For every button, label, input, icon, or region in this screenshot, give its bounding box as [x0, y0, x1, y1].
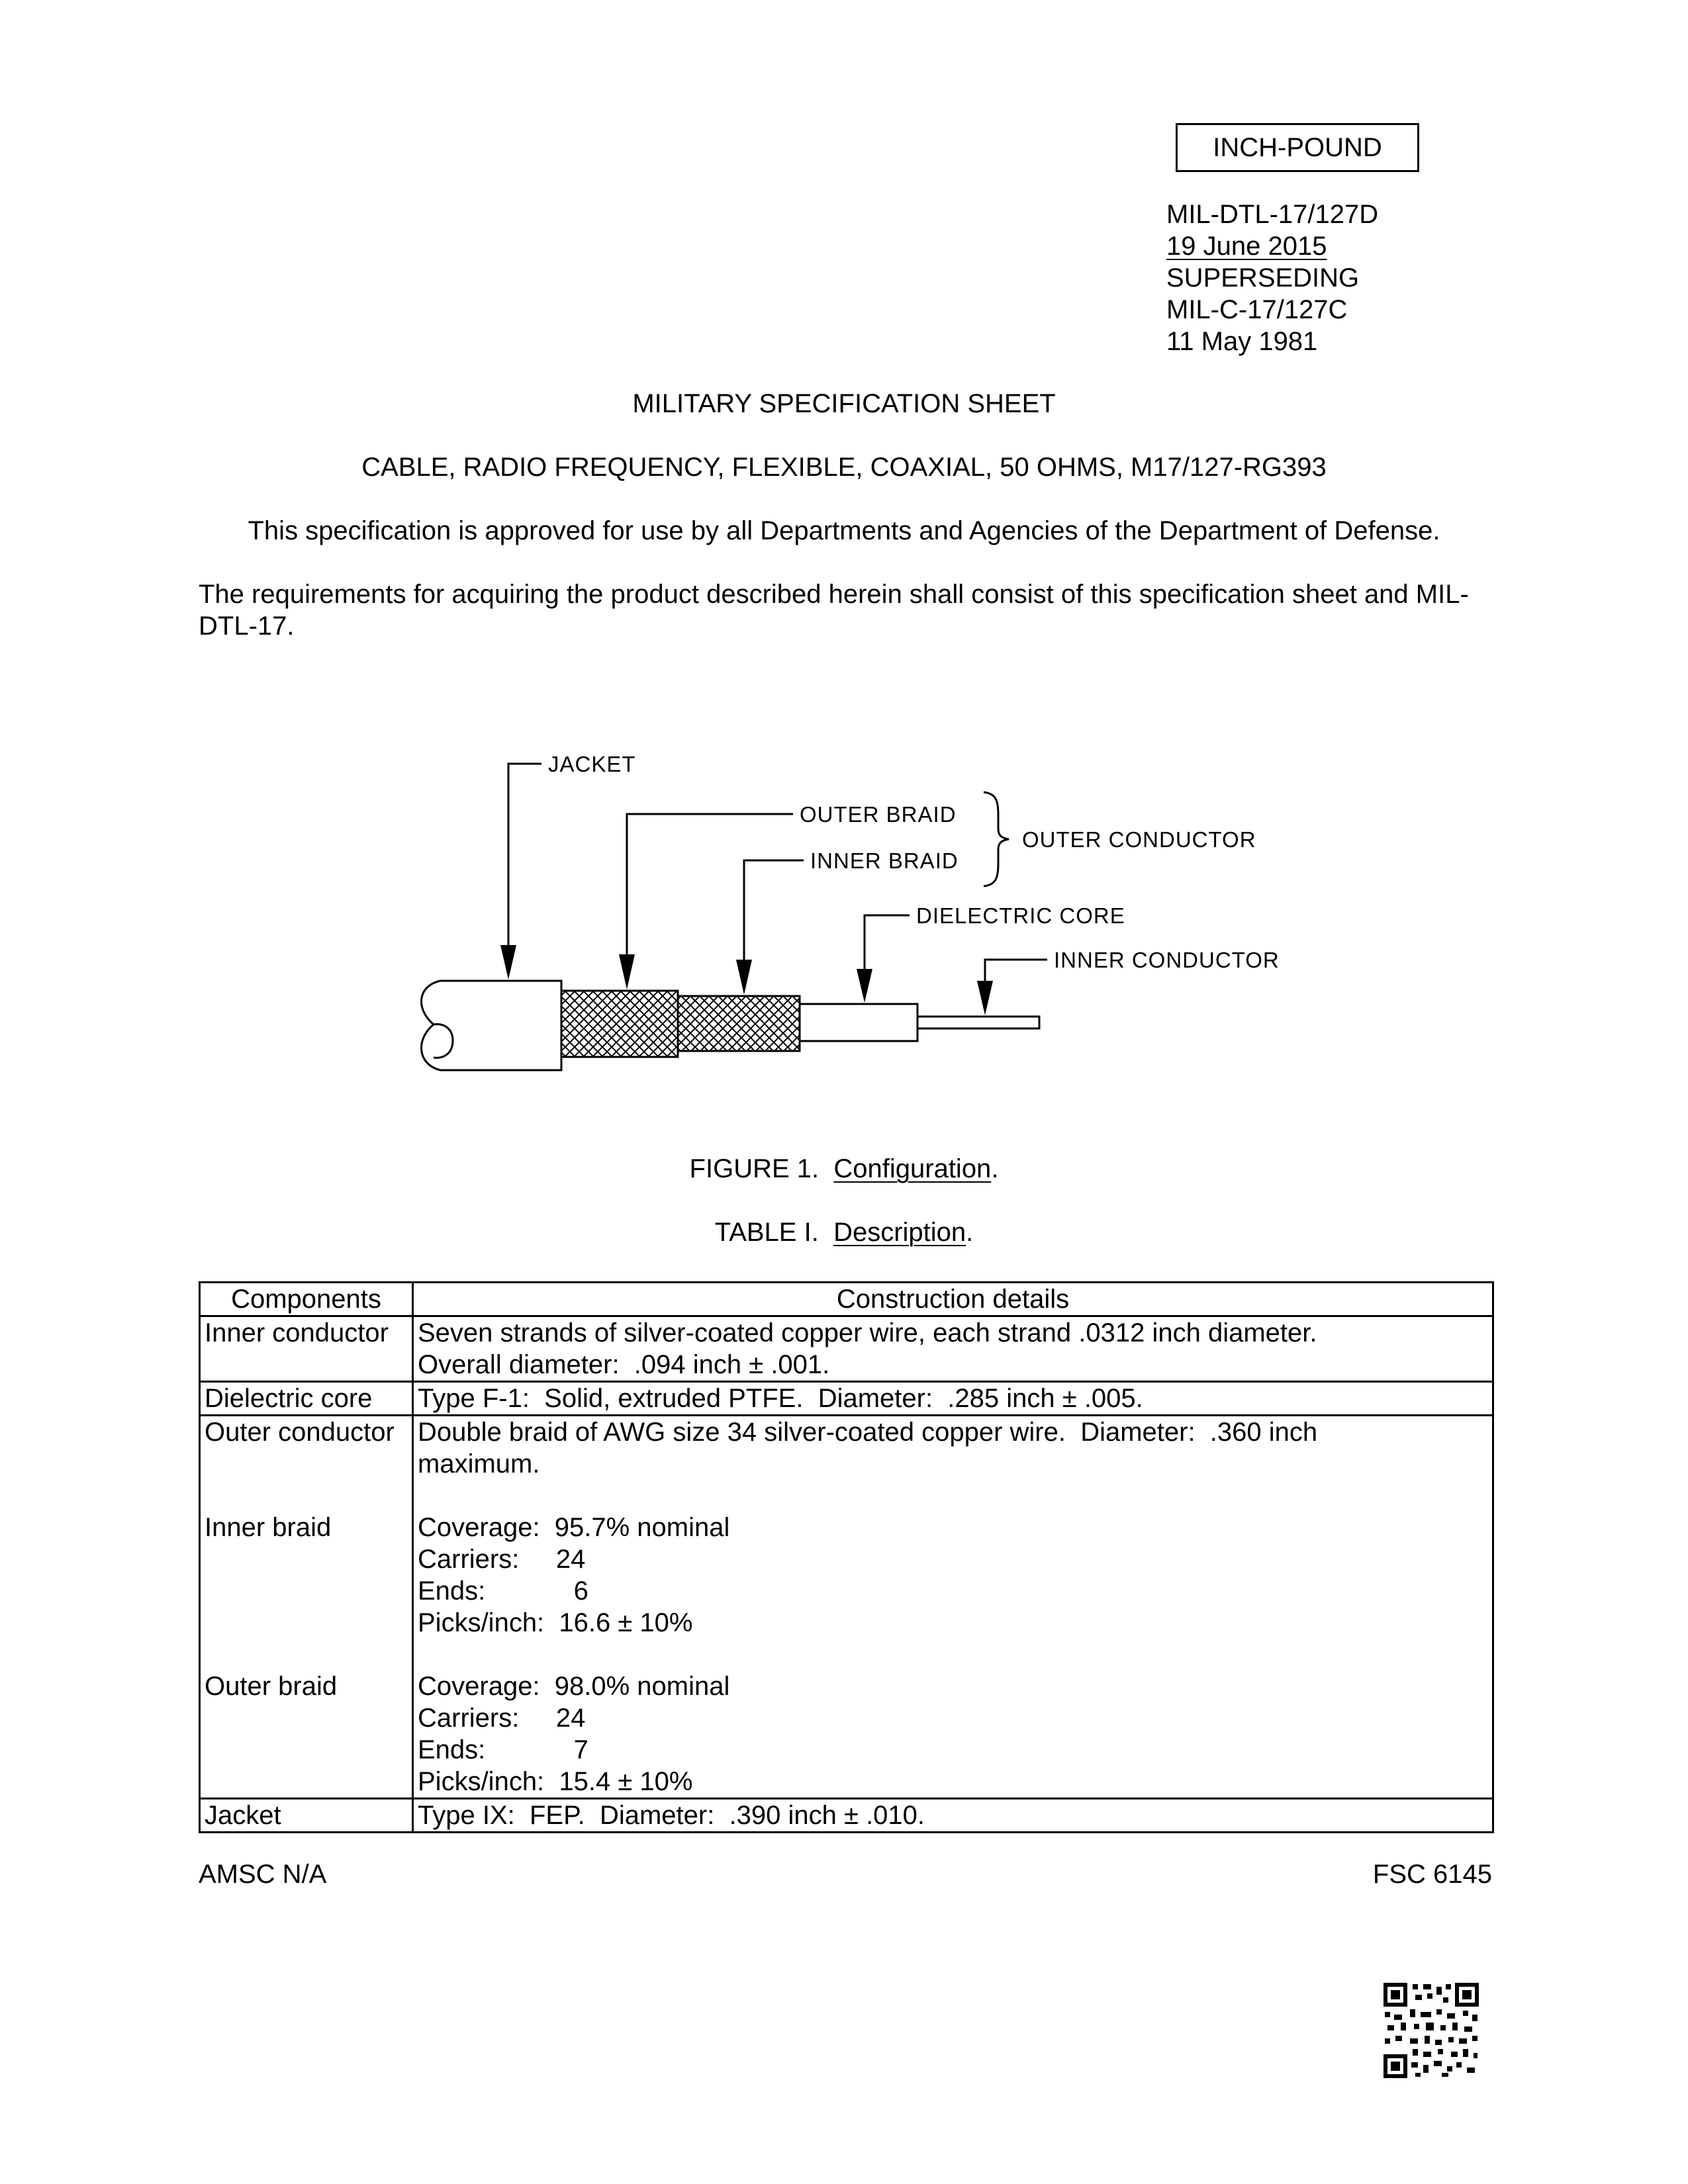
superseding-label: SUPERSEDING — [1166, 263, 1360, 293]
construction-details — [413, 1799, 1493, 1833]
table-row — [200, 1799, 1493, 1833]
detail-line: Type IX: FEP. Diameter: .390 inch ± .010. — [418, 1801, 925, 1830]
table-caption-title: Description — [833, 1218, 966, 1247]
outer-braid-body — [561, 991, 678, 1057]
table-caption-prefix: TABLE I. — [714, 1218, 819, 1247]
detail-line: Seven strands of silver-coated copper wire, each strand .0312 inch diameter. — [418, 1318, 1317, 1347]
approval-statement: This specification is approved for use by all Departments and Agencies of the Department of Defense. — [248, 516, 1440, 545]
jacket-leader — [500, 764, 541, 979]
component-name: Jacket — [200, 1799, 413, 1833]
inner-braid-leader — [736, 860, 804, 995]
column-header-components: Components — [200, 1283, 413, 1316]
inner-conductor-leader — [977, 960, 1047, 1015]
cable-configuration-figure — [397, 735, 1324, 1092]
sheet-subtitle: CABLE, RADIO FREQUENCY, FLEXIBLE, COAXIAL, 50 OHMS, M17/127-RG393 — [361, 453, 1327, 482]
detail-line: Coverage: 95.7% nominal — [418, 1513, 730, 1542]
dielectric-core-leader — [857, 915, 910, 1003]
qr-code — [1383, 1983, 1479, 2078]
detail-line: Picks/inch: 16.6 ± 10% — [418, 1608, 693, 1637]
inch-pound-box — [1176, 123, 1419, 172]
detail-line: Carriers: 24 — [418, 1704, 586, 1733]
component-name: Outer conductor — [205, 1418, 395, 1447]
outer-braid-leader — [619, 814, 793, 989]
dielectric-core-label: DIELECTRIC CORE — [916, 903, 1125, 928]
column-header-construction-details: Construction details — [413, 1283, 1493, 1316]
inner-braid-label: INNER BRAID — [810, 848, 959, 873]
fsc-code: FSC 6145 — [1372, 1860, 1492, 1889]
construction-details — [413, 1416, 1493, 1799]
detail-line: Double braid of AWG size 34 silver-coated copper wire. Diameter: .360 inch — [418, 1418, 1318, 1447]
figure-caption — [0, 1154, 1688, 1184]
document-identification — [1166, 199, 1378, 357]
detail-line: Ends: 7 — [418, 1735, 588, 1764]
dielectric-core-body — [800, 1004, 917, 1041]
detail-line: Picks/inch: 15.4 ± 10% — [418, 1767, 693, 1796]
jacket-label: JACKET — [548, 752, 636, 776]
component-name: Inner braid — [205, 1513, 332, 1542]
construction-details — [413, 1382, 1493, 1416]
requirements-statement: The requirements for acquiring the product described herein shall consist of this specification sheet and MIL-DTL-17. — [199, 580, 1469, 641]
inner-braid-body — [678, 996, 800, 1051]
jacket-body — [422, 981, 561, 1070]
description-table — [199, 1281, 1494, 1833]
component-name: Outer braid — [205, 1672, 338, 1701]
detail-line: Overall diameter: .094 inch ± .001. — [418, 1350, 830, 1379]
detail-line: maximum. — [418, 1449, 540, 1479]
outer-braid-label: OUTER BRAID — [800, 802, 957, 827]
figure-caption-prefix: FIGURE 1. — [689, 1154, 820, 1183]
table-row — [200, 1416, 1493, 1799]
detail-line: Coverage: 98.0% nominal — [418, 1672, 730, 1701]
component-name: Inner conductor — [200, 1316, 413, 1382]
inch-pound-label: INCH-POUND — [1213, 132, 1382, 162]
construction-details — [413, 1316, 1493, 1382]
amsc-code: AMSC N/A — [199, 1860, 327, 1889]
document-number: MIL-DTL-17/127D — [1166, 200, 1379, 229]
sheet-title: MILITARY SPECIFICATION SHEET — [632, 389, 1056, 418]
inner-conductor-body — [917, 1017, 1039, 1028]
outer-conductor-label: OUTER CONDUCTOR — [1022, 827, 1256, 852]
document-date: 19 June 2015 — [1166, 232, 1327, 261]
inner-conductor-label: INNER CONDUCTOR — [1054, 948, 1280, 972]
table-header-row — [200, 1283, 1493, 1316]
superseded-date: 11 May 1981 — [1166, 327, 1318, 356]
table-row — [200, 1316, 1493, 1382]
table-caption-suffix: . — [966, 1218, 974, 1247]
figure-caption-title: Configuration — [833, 1154, 992, 1183]
figure-caption-suffix: . — [991, 1154, 999, 1183]
outer-conductor-brace — [984, 792, 1009, 886]
superseded-document: MIL-C-17/127C — [1166, 295, 1348, 324]
detail-line: Ends: 6 — [418, 1576, 588, 1606]
component-name-group — [200, 1416, 413, 1799]
table-caption — [0, 1218, 1688, 1248]
component-name: Dielectric core — [200, 1382, 413, 1416]
table-row — [200, 1382, 1493, 1416]
detail-line: Carriers: 24 — [418, 1545, 586, 1574]
detail-line: Type F-1: Solid, extruded PTFE. Diameter: .285 inch ± .005. — [418, 1384, 1143, 1413]
